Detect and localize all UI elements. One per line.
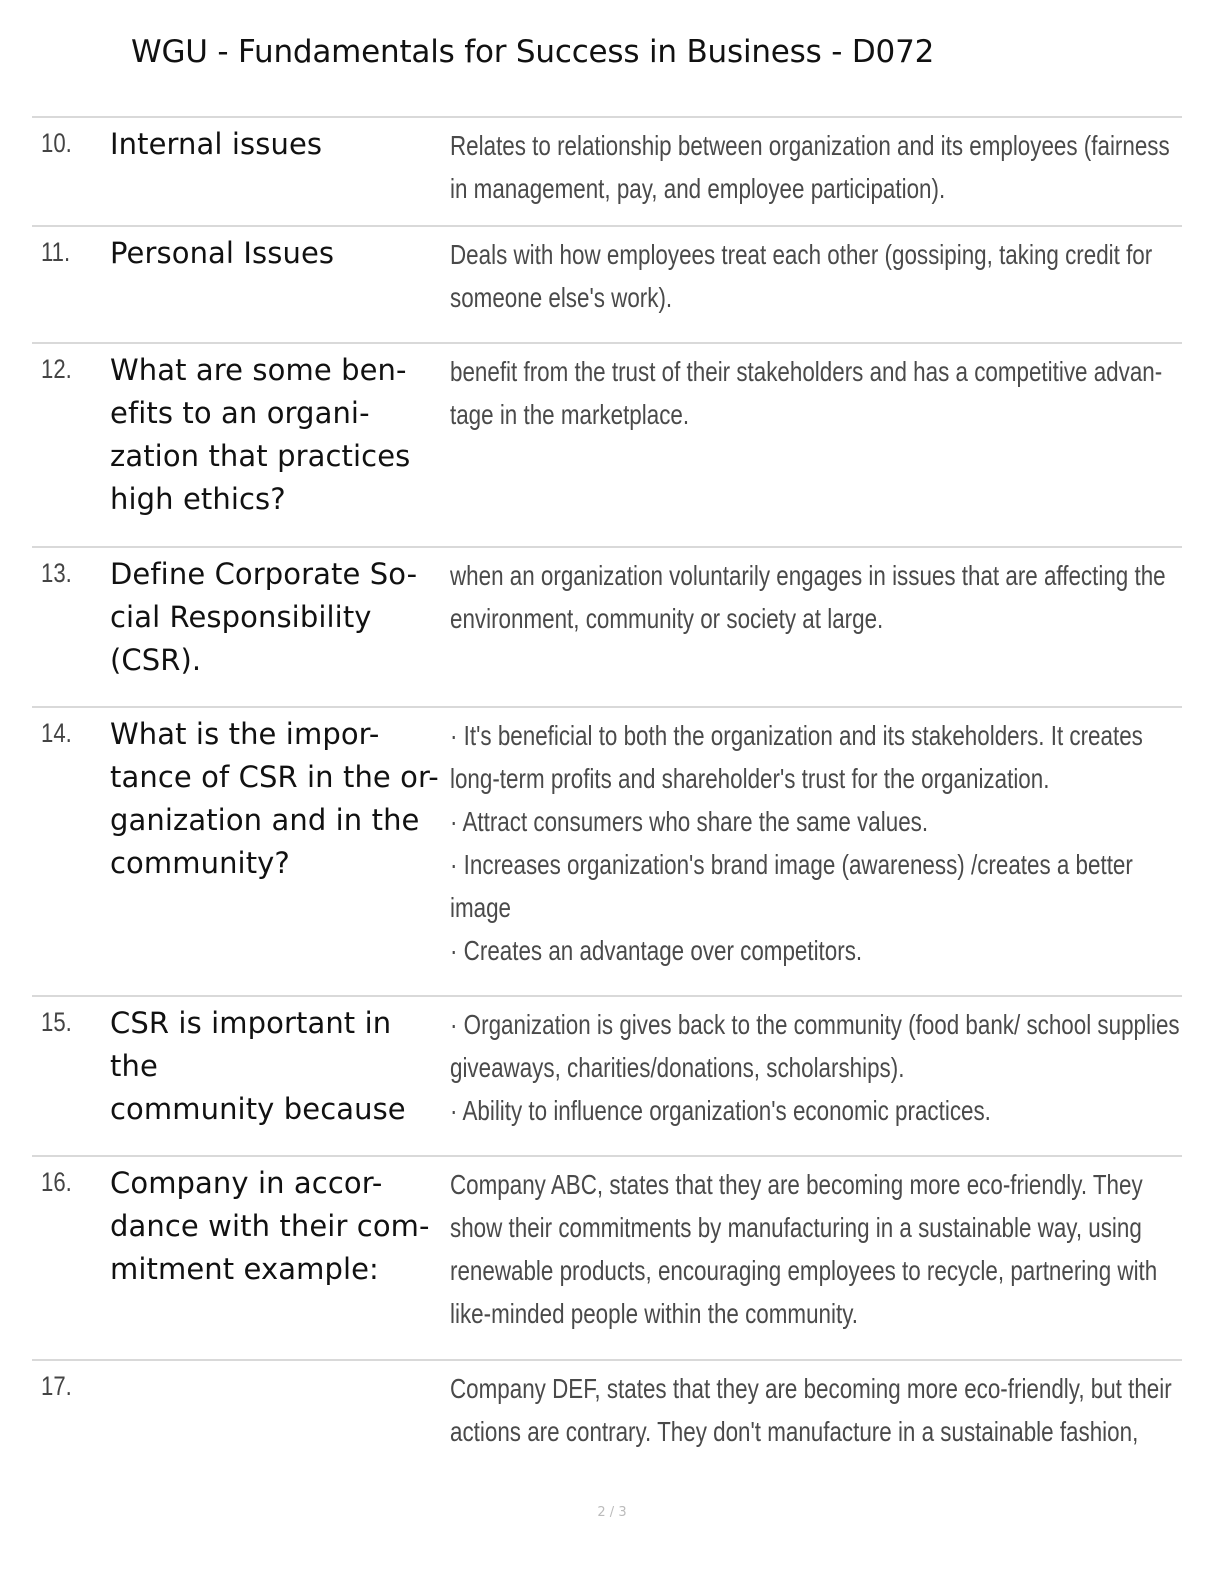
definition-line: Company ABC, states that they are becoming more eco-friendly. They: [450, 1169, 1143, 1200]
definition-line: benefit from the trust of their stakeholders and has a competitive advan-: [450, 356, 1163, 387]
definition-line: · Increases organization's brand image (awareness) /creates a better: [450, 849, 1133, 880]
card-number: 14.: [41, 718, 72, 748]
flashcard-row: [32, 708, 1182, 997]
definition-line: · Creates an advantage over competitors.: [450, 935, 863, 966]
card-number: 13.: [41, 558, 72, 588]
definition-line: when an organization voluntarily engages in issues that are affecting the: [450, 560, 1166, 591]
definition-line: · Ability to influence organization's economic practices.: [450, 1095, 991, 1126]
card-term: Define Corporate So- cial Responsibility (CSR).: [110, 557, 418, 677]
card-term: Internal issues: [110, 127, 323, 161]
card-number: 12.: [41, 354, 72, 384]
card-term: CSR is important in the community because: [110, 1006, 406, 1126]
page-number: 2 / 3: [597, 1505, 627, 1520]
card-number: 10.: [41, 128, 72, 158]
definition-line: show their commitments by manufacturing in a sustainable way, using: [450, 1212, 1142, 1243]
card-term: Company in accor- dance with their com- mitment example:: [110, 1166, 430, 1286]
card-definition: [450, 714, 1162, 972]
definition-line: Company DEF, states that they are becoming more eco-friendly, but their: [450, 1373, 1172, 1404]
card-number: 11.: [41, 237, 71, 267]
card-definition: [450, 554, 1166, 640]
definition-line: someone else's work).: [450, 282, 673, 313]
definition-line: image: [450, 892, 512, 923]
card-number: 15.: [41, 1007, 72, 1037]
flashcard-row: [32, 227, 1182, 344]
definition-line: in management, pay, and employee participation).: [450, 173, 946, 204]
card-term: What is the impor- tance of CSR in the or- ganization and in the community?: [110, 717, 439, 880]
card-definition: [450, 1367, 1172, 1453]
card-definition: [450, 350, 1162, 436]
card-term: Personal Issues: [110, 236, 335, 270]
definition-line: Deals with how employees treat each other (gossiping, taking credit for: [450, 239, 1153, 270]
definition-line: tage in the marketplace.: [450, 399, 690, 430]
card-definition: [450, 124, 1170, 210]
definition-line: long-term profits and shareholder's trust for the organization.: [450, 763, 1050, 794]
definition-line: · It's beneficial to both the organization and its stakeholders. It creates: [450, 720, 1143, 751]
flashcard-row: [32, 1361, 1182, 1471]
flashcard-row: [32, 997, 1182, 1157]
card-term: What are some ben- efits to an organi- zation that practices high ethics?: [110, 353, 411, 516]
definition-line: environment, community or society at large.: [450, 603, 884, 634]
definition-line: actions are contrary. They don't manufacture in a sustainable fashion,: [450, 1416, 1139, 1447]
definition-line: · Organization is gives back to the community (food bank/ school supplies: [450, 1009, 1180, 1040]
card-definition: [450, 1003, 1180, 1132]
definition-line: Relates to relationship between organization and its employees (fairness: [450, 130, 1170, 161]
flashcard-row: [32, 344, 1182, 548]
definition-line: renewable products, encouraging employees to recycle, partnering with: [450, 1255, 1158, 1286]
definition-line: like-minded people within the community.: [450, 1298, 858, 1329]
flashcard-row: [32, 118, 1182, 227]
definition-line: · Attract consumers who share the same values.: [450, 806, 929, 837]
document-title: WGU - Fundamentals for Success in Business - D072: [131, 34, 935, 70]
card-definition: [450, 233, 1162, 319]
flashcard-row: [32, 548, 1182, 708]
definition-line: giveaways, charities/donations, scholarships).: [450, 1052, 905, 1083]
card-definition: [450, 1163, 1162, 1335]
flashcard-row: [32, 1157, 1182, 1361]
card-number: 17.: [41, 1371, 72, 1401]
flashcard-list: [32, 116, 1182, 1471]
card-number: 16.: [41, 1167, 72, 1197]
